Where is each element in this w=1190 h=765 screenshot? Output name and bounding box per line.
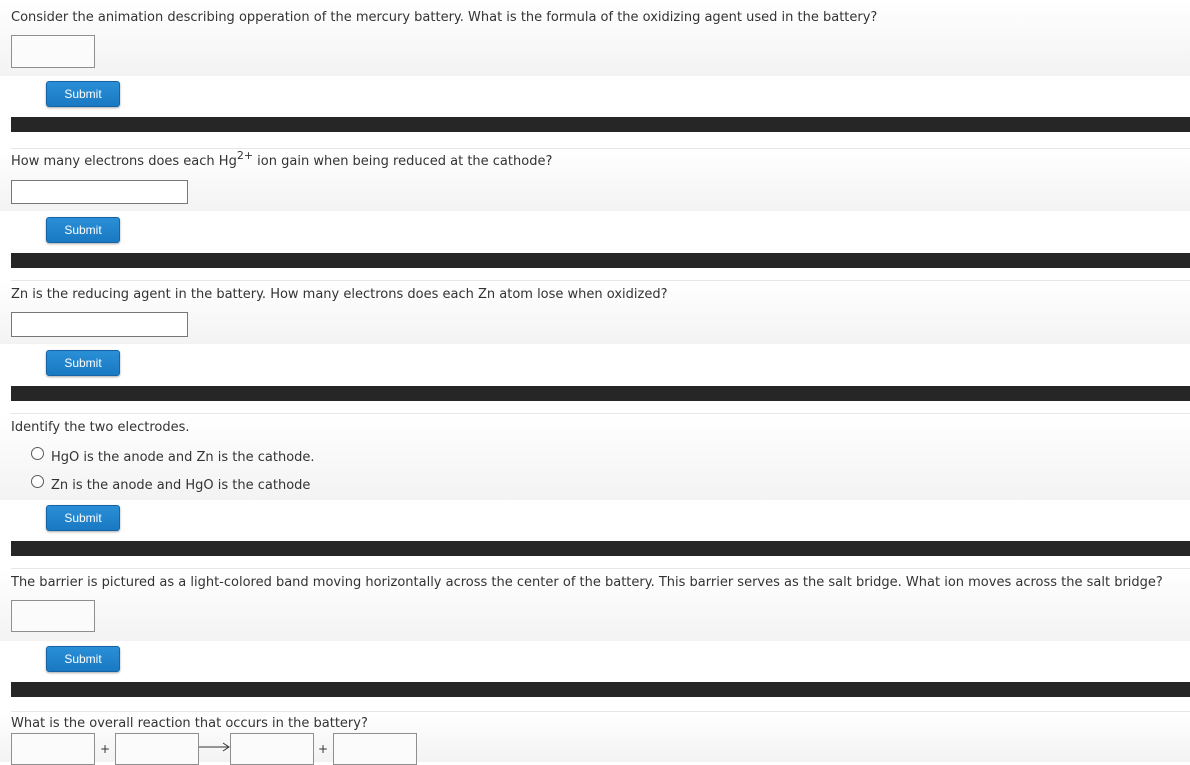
question-5-prompt: The barrier is pictured as a light-colored band moving horizontally across the center of the battery. This barrier serves as the salt bridge. What ion moves across the salt bridge? — [11, 575, 1163, 590]
submit-button-q2[interactable]: Submit — [46, 217, 120, 243]
question-4-prompt: Identify the two electrodes. — [11, 420, 190, 435]
submit-button-q3[interactable]: Submit — [46, 350, 120, 376]
section-divider-2 — [11, 253, 1190, 268]
product-1-box[interactable] — [230, 733, 314, 765]
electrode-option-1-label[interactable]: HgO is the anode and Zn is the cathode. — [51, 450, 315, 465]
electrode-option-2-radio[interactable] — [31, 475, 44, 488]
section-divider-1 — [11, 117, 1190, 132]
question-1-prompt: Consider the animation describing opperation of the mercury battery. What is the formula of the oxidizing agent used in the battery? — [11, 10, 878, 25]
reactant-2-box[interactable] — [115, 733, 199, 765]
submit-button-q5[interactable]: Submit — [46, 646, 120, 672]
section-divider-5 — [11, 682, 1190, 697]
question-2-prompt-before: How many electrons does each Hg — [11, 154, 237, 169]
question-2-prompt — [11, 148, 553, 169]
question-6-prompt: What is the overall reaction that occurs in the battery? — [11, 716, 368, 731]
electrons-lost-input[interactable] — [11, 312, 188, 337]
hg-charge-superscript: 2+ — [236, 148, 254, 162]
product-2-box[interactable] — [333, 733, 417, 765]
salt-bridge-ion-answer-box[interactable] — [11, 600, 95, 632]
electrode-option-1-radio[interactable] — [31, 447, 44, 460]
submit-button-q1[interactable]: Submit — [46, 81, 120, 107]
section-divider-4 — [11, 541, 1190, 556]
reaction-arrow-icon — [199, 742, 231, 752]
reactant-1-box[interactable] — [11, 733, 95, 765]
reactant-plus-sign: + — [100, 742, 111, 756]
electrode-option-2-label[interactable]: Zn is the anode and HgO is the cathode — [51, 478, 311, 493]
section-divider-3 — [11, 386, 1190, 401]
electrons-gained-input[interactable] — [11, 180, 188, 204]
product-plus-sign: + — [318, 742, 329, 756]
submit-button-q4[interactable]: Submit — [46, 505, 120, 531]
question-2-prompt-after: ion gain when being reduced at the cathode? — [253, 154, 553, 169]
oxidizing-agent-answer-box[interactable] — [11, 35, 95, 68]
question-3-prompt: Zn is the reducing agent in the battery. How many electrons does each Zn atom lose when oxidized? — [11, 287, 668, 302]
